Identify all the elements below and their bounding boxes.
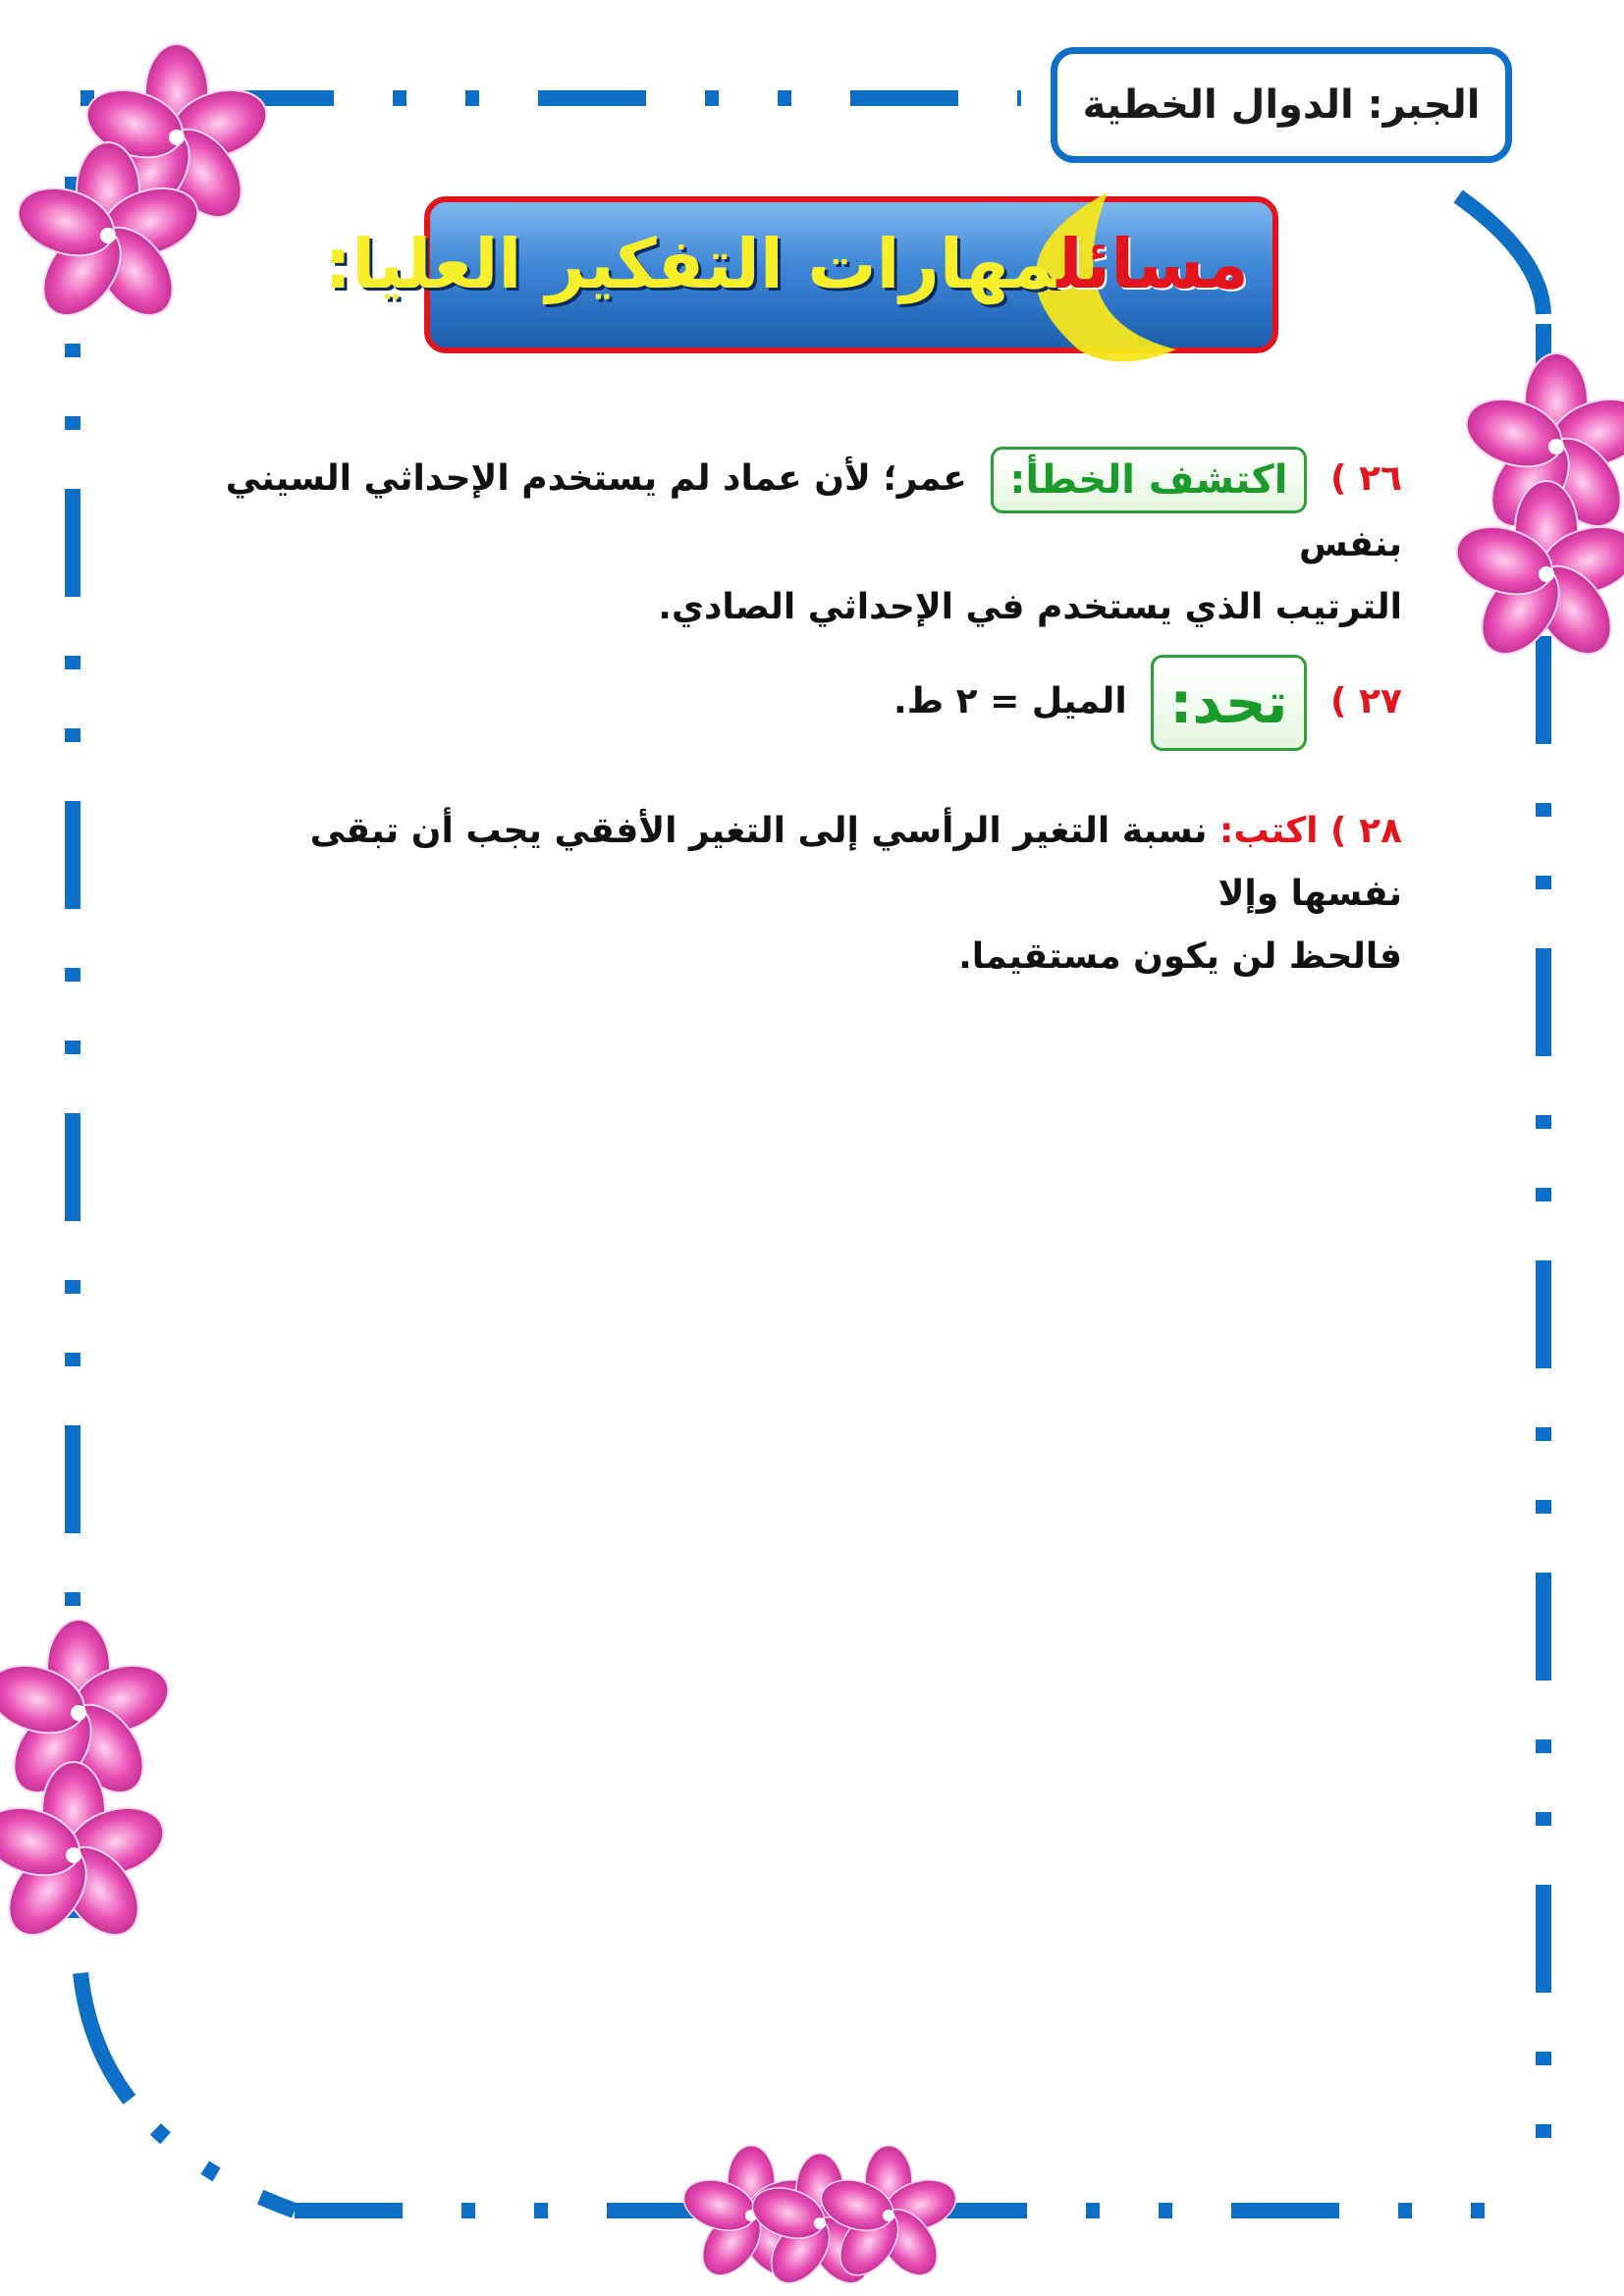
flower-icon <box>0 1629 167 1963</box>
problem-line <box>196 800 1402 926</box>
problem-27 <box>196 648 1402 756</box>
problem-text: الترتيب الذي يستخدم في الإحداثي الصادي. <box>658 587 1402 627</box>
problem-number: ٢٧ ) <box>1330 681 1402 721</box>
problem-text: الميل = ٢ ط. <box>893 681 1127 721</box>
problem-number: ٢٨ ) <box>1330 811 1402 851</box>
problem-line <box>196 576 1402 639</box>
flower-icon <box>1463 363 1624 677</box>
problem-line <box>196 926 1402 988</box>
problem-line <box>196 447 1402 576</box>
banner-title-rest: مهارات التفكير العليا: <box>324 224 1057 304</box>
problem-text: عمر؛ لأن عماد لم يستخدم الإحداثي السيني بنفس <box>225 458 1402 564</box>
flower-icon <box>10 29 285 344</box>
problem-text: نسبة التغير الرأسي إلى التغير الأفقي يجب أن تبقى نفسها وإلا <box>309 811 1402 914</box>
problem-28 <box>196 800 1402 988</box>
problem-tag: اكتشف الخطأ: <box>991 447 1306 513</box>
problem-tag: تحد: <box>1151 655 1306 751</box>
problem-number: ٢٦ ) <box>1330 458 1402 499</box>
flower-icon <box>677 2164 962 2296</box>
problem-tag: اكتب: <box>1219 811 1319 851</box>
section-banner <box>324 196 1278 353</box>
banner-title <box>324 224 1249 304</box>
problem-text: فالحظ لن يكون مستقيما. <box>958 936 1402 977</box>
subject-box <box>1051 47 1512 163</box>
problem-26 <box>196 447 1402 639</box>
banner-title-red: مسائل <box>1056 224 1249 304</box>
subject-title: الجبر: الدوال الخطية <box>1082 82 1481 128</box>
